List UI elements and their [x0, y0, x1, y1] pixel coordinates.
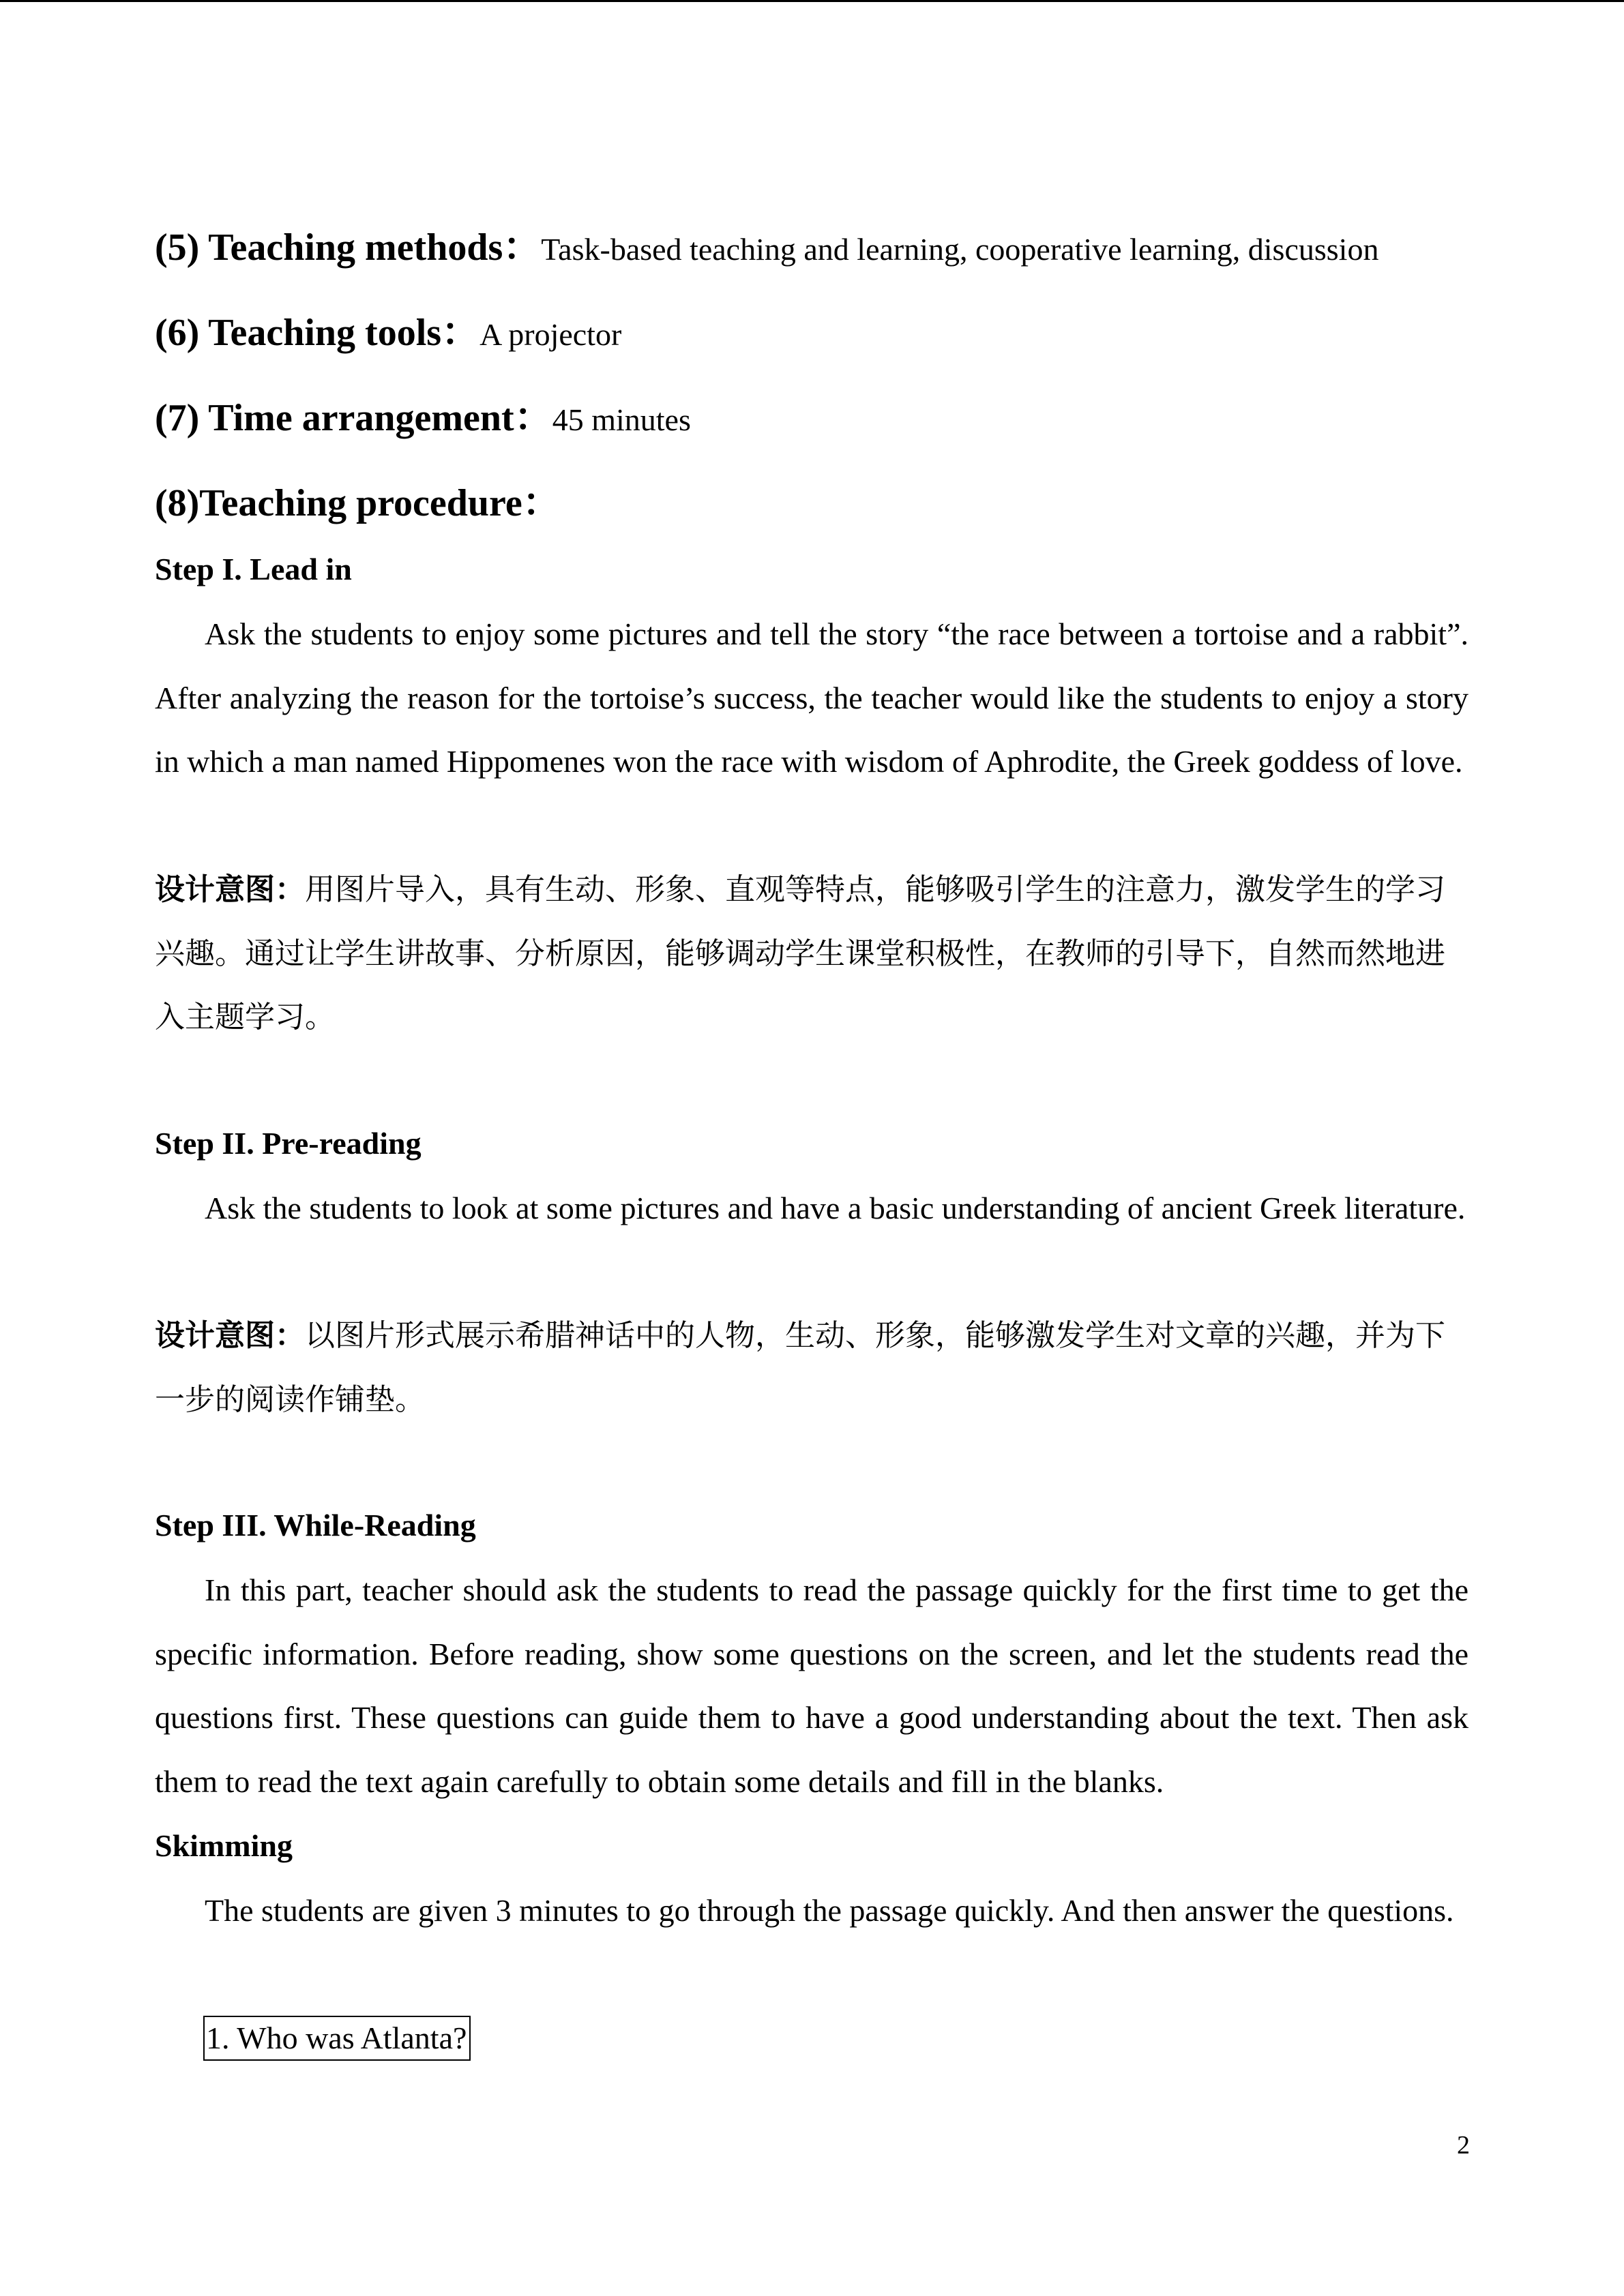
teaching-procedure-heading [155, 473, 561, 527]
time-arrangement-value: 45 minutes [552, 402, 691, 437]
top-border-line [0, 0, 1624, 2]
time-arrangement-label: (7) Time arrangement： [155, 397, 552, 439]
step1-design-intent [155, 858, 1468, 1049]
step1-title: Step I. Lead in [155, 552, 352, 586]
teaching-procedure-label: (8)Teaching procedure： [155, 482, 561, 524]
page-number: 2 [1457, 2131, 1470, 2160]
step2-design-intent [155, 1304, 1468, 1431]
step3-title: Step III. While-Reading [155, 1508, 476, 1542]
step2-intent-text: 以图片形式展示希腊神话中的人物，生动、形象，能够激发学生对文章的兴趣，并为下一步的阅读作铺垫。 [155, 1318, 1445, 1417]
teaching-methods-heading [155, 217, 1378, 271]
step2-title: Step II. Pre-reading [155, 1126, 422, 1161]
skimming-title: Skimming [155, 1828, 293, 1863]
teaching-tools-value: A projector [479, 317, 622, 352]
step1-intent-text: 用图片导入，具有生动、形象、直观等特点，能够吸引学生的注意力，激发学生的学习兴趣。通过让学生讲故事、分析原因，能够调动学生课堂积极性，在教师的引导下，自然而然地进入主题学习。 [155, 872, 1445, 1034]
time-arrangement-heading [155, 387, 691, 442]
step1-text: Ask the students to enjoy some pictures and tell the story “the race between a tortoise and a rabbit”. After analyzing the reason for the tortoise’s success, the teacher would like the students to enjoy a story in which a man named Hippomenes won the race with wisdom of Aphrodite, the Greek goddess of love. [155, 616, 1468, 779]
step1-intent-label: 设计意图： [155, 872, 305, 907]
step3-text: In this part, teacher should ask the students to read the passage quickly for the first time to get the specific information. Before reading, show some questions on the screen, and let the students read the questions first. These questions can guide them to have a good understanding about the text. Then ask them to read the text again carefully to obtain some details and fill in the blanks. [155, 1572, 1468, 1799]
teaching-tools-heading [155, 302, 621, 357]
step2-text: Ask the students to look at some pictures and have a basic understanding of ancient Greek literature. [205, 1191, 1466, 1225]
question-box: 1. Who was Atlanta? [203, 2016, 471, 2061]
skimming-text: The students are given 3 minutes to go through the passage quickly. And then answer the questions. [205, 1893, 1454, 1928]
teaching-methods-label: (5) Teaching methods： [155, 226, 542, 269]
step2-intent-label: 设计意图： [155, 1318, 305, 1353]
teaching-methods-value: Task-based teaching and learning, cooperative learning, discussion [541, 232, 1379, 267]
teaching-tools-label: (6) Teaching tools： [155, 312, 480, 354]
